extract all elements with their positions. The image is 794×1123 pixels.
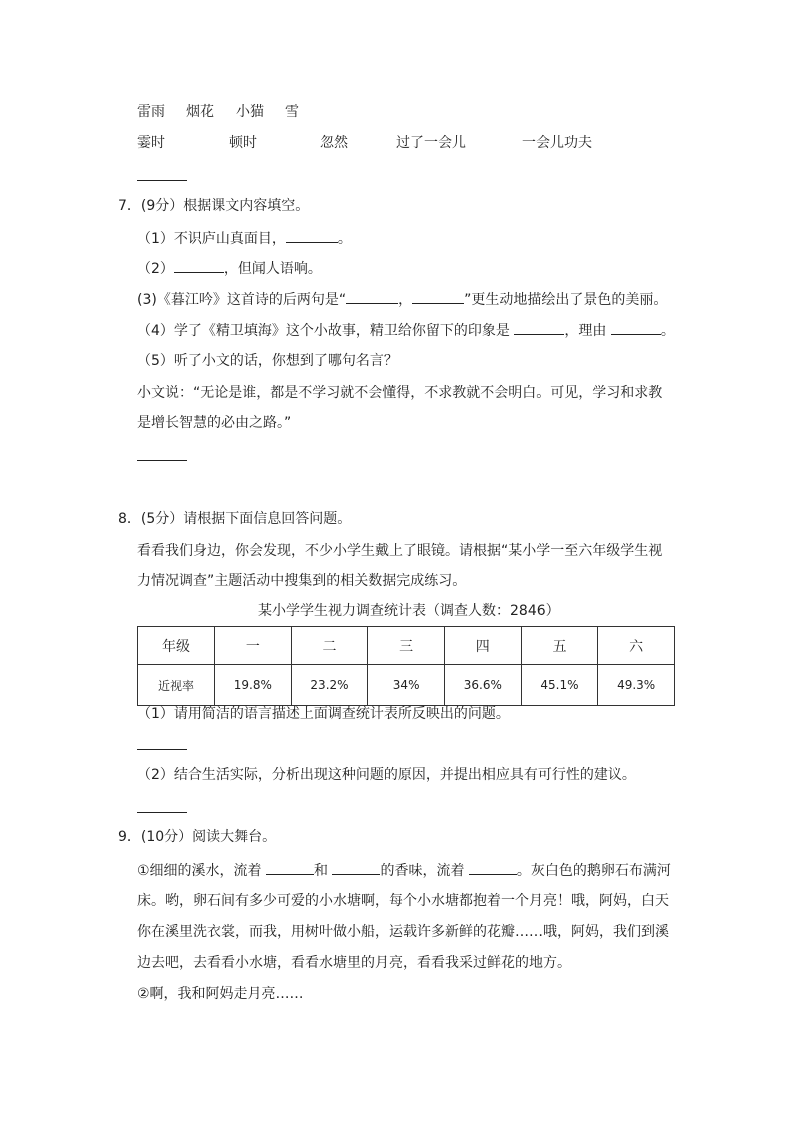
fill-blank[interactable] [412,289,464,304]
answer-blank-q7[interactable] [137,460,187,461]
rate-cell: 36.6% [444,665,521,706]
answer-blank-q8-2[interactable] [137,812,187,813]
grade-cell: 二 [291,627,368,665]
question-8-heading: 8．(5分）请根据下面信息回答问题。 [118,511,352,527]
word-option: 雪 [285,104,299,120]
fill-blank[interactable] [346,289,398,304]
time-word: 忽然 [320,135,348,151]
q7-item-2: （2） ，但闻人语响。 [137,258,322,279]
passage-line: ①细细的溪水，流着 和 的香味，流着 。灰白色的鹅卵石布满河 [137,860,671,881]
rate-cell: 19.8% [215,665,292,706]
fill-blank[interactable] [174,258,224,273]
rate-cell: 49.3% [598,665,675,706]
q7-item-5: （5）听了小文的话，你想到了哪句名言？ [137,353,398,369]
time-word: 过了一会儿 [396,135,466,151]
intro-text: 看看我们身边，你会发现，不少小学生戴上了眼镜。请根据“某小学一至六年级学生视 [137,543,663,559]
answer-blank-q6[interactable] [137,180,187,181]
q8-sub-question-2: （2）结合生活实际，分析出现这种问题的原因，并提出相应具有可行性的建议。 [137,767,636,783]
fill-blank[interactable] [266,860,314,875]
word-option: 雷雨 [137,104,165,120]
fill-blank[interactable] [514,320,564,335]
grade-cell: 五 [521,627,598,665]
intro-text: 力情况调查”主题活动中搜集到的相关数据完成练习。 [137,573,467,589]
passage-line: 边去吧，去看看小水塘，看看水塘里的月亮，看看我采过鲜花的地方。 [137,955,571,971]
grade-cell: 四 [444,627,521,665]
fill-blank[interactable] [332,860,380,875]
time-word: 一会儿功夫 [522,135,592,151]
fill-blank[interactable] [469,860,517,875]
passage-line: 你在溪里洗衣裳，而我，用树叶做小船，运载许多新鲜的花瓣……哦，阿妈，我们到溪 [137,924,669,940]
grade-cell: 六 [598,627,675,665]
table-data-row [138,665,675,706]
table-title: 某小学学生视力调查统计表（调查人数：2846） [258,603,560,619]
quote-text: 小文说：“无论是谁，都是不学习就不会懂得，不求教就不会明白。可见，学习和求教 [137,385,663,401]
passage-line: 床。哟，卵石间有多少可爱的小水塘啊，每个小水塘都抱着一个月亮！哦，阿妈，白天 [137,893,669,909]
word-option: 小猫 [236,104,264,120]
question-9-heading: 9．(10分）阅读大舞台。 [118,829,277,845]
row-label-cell: 近视率 [138,665,215,706]
header-cell: 年级 [138,627,215,665]
grade-cell: 三 [368,627,445,665]
table-header-row [138,627,675,665]
q7-item-1: （1）不识庐山真面目， 。 [137,228,352,249]
rate-cell: 34% [368,665,445,706]
rate-cell: 23.2% [291,665,368,706]
answer-blank-q8-1[interactable] [137,749,187,750]
q7-item-3: (3)《暮江吟》这首诗的后两句是“ ， ”更生动地描绘出了景色的美丽。 [137,289,667,310]
question-7-heading: 7．(9分）根据课文内容填空。 [118,198,310,214]
vision-survey-table [137,626,675,706]
q7-item-4: （4）学了《精卫填海》这个小故事，精卫给你留下的印象是 ，理由 。 [137,320,675,341]
rate-cell: 45.1% [521,665,598,706]
q8-sub-question-1: （1）请用简洁的语言描述上面调查统计表所反映出的问题。 [137,706,510,722]
quote-text: 是增长智慧的必由之路。” [137,415,292,431]
fill-blank[interactable] [611,320,661,335]
word-option: 烟花 [186,104,214,120]
passage-line: ②啊，我和阿妈走月亮…… [137,986,304,1002]
grade-cell: 一 [215,627,292,665]
time-word: 霎时 [137,135,165,151]
fill-blank[interactable] [286,228,338,243]
time-word: 顿时 [229,135,257,151]
